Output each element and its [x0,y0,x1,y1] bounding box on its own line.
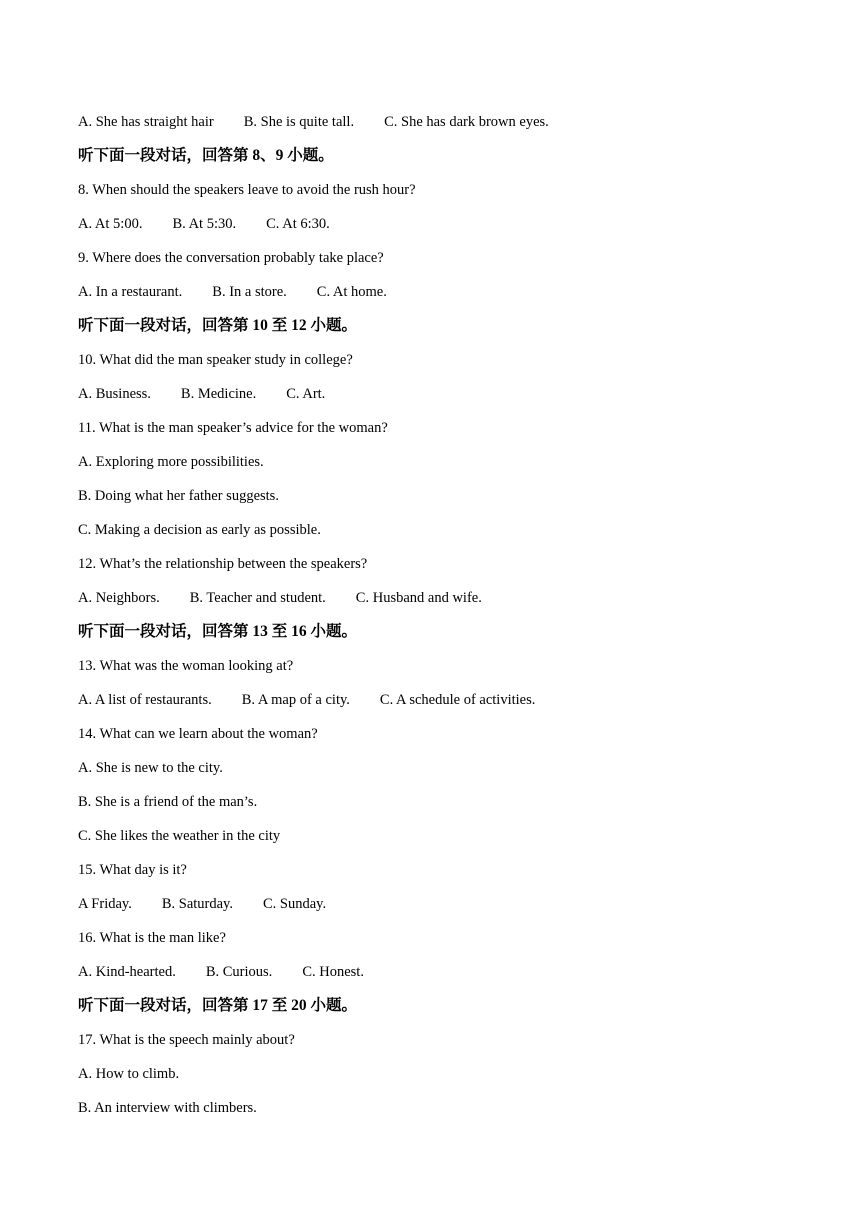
answer-options-row [78,110,798,144]
answer-options-row [78,280,798,314]
question-text: 14. What can we learn about the woman? [78,726,318,742]
answer-option: A. At 5:00. [78,216,143,232]
answer-option: C. A schedule of activities. [379,692,536,708]
answer-option: C. At home. [316,284,387,300]
answer-option: C. Honest. [302,964,364,980]
document-page [78,110,798,1130]
answer-option: A. Kind-hearted. [78,964,176,980]
answer-options-row [78,382,798,416]
answer-option: B. At 5:30. [172,216,237,232]
answer-option: A. She has straight hair [78,114,214,130]
answer-option: C. Art. [286,386,326,402]
question-text: 12. What’s the relationship between the speakers? [78,556,368,572]
answer-option: C. Husband and wife. [355,590,482,606]
answer-options-row [78,960,798,994]
answer-option: A Friday. [78,896,132,912]
question-text: 13. What was the woman looking at? [78,658,294,674]
question-text: C. Making a decision as early as possible. [78,522,321,538]
answer-option: A. A list of restaurants. [78,692,212,708]
section-heading: 听下面一段对话，回答第 13 至 16 小题。 [78,623,358,640]
answer-option: B. Saturday. [161,896,233,912]
question-text: 8. When should the speakers leave to avoid the rush hour? [78,182,416,198]
section-heading: 听下面一段对话，回答第 10 至 12 小题。 [78,317,358,334]
question-text: 11. What is the man speaker’s advice for the woman? [78,420,388,436]
answer-options-row [78,892,798,926]
question-text: B. Doing what her father suggests. [78,488,279,504]
answer-option: C. She has dark brown eyes. [384,114,549,130]
answer-option: B. She is quite tall. [243,114,355,130]
answer-option: B. Medicine. [180,386,257,402]
answer-option: B. Teacher and student. [189,590,326,606]
answer-option: C. At 6:30. [266,216,330,232]
answer-options-row [78,688,798,722]
answer-option: B. In a store. [212,284,287,300]
question-text: 15. What day is it? [78,862,187,878]
answer-option: C. Sunday. [263,896,327,912]
answer-option: B. Curious. [205,964,273,980]
question-text: B. An interview with climbers. [78,1100,257,1116]
question-text: C. She likes the weather in the city [78,828,281,844]
question-text: A. Exploring more possibilities. [78,454,264,470]
section-heading: 听下面一段对话，回答第 17 至 20 小题。 [78,997,358,1014]
answer-option: A. Business. [78,386,151,402]
question-text: A. How to climb. [78,1066,180,1082]
answer-option: B. A map of a city. [241,692,350,708]
answer-options-row [78,586,798,620]
question-text: 9. Where does the conversation probably take place? [78,250,384,266]
question-text: 10. What did the man speaker study in college? [78,352,353,368]
answer-options-row [78,212,798,246]
question-text: A. She is new to the city. [78,760,223,776]
question-text: 17. What is the speech mainly about? [78,1032,295,1048]
section-heading: 听下面一段对话，回答第 8、9 小题。 [78,147,334,164]
question-text: B. She is a friend of the man’s. [78,794,258,810]
question-text: 16. What is the man like? [78,930,226,946]
answer-option: A. In a restaurant. [78,284,183,300]
answer-option: A. Neighbors. [78,590,160,606]
